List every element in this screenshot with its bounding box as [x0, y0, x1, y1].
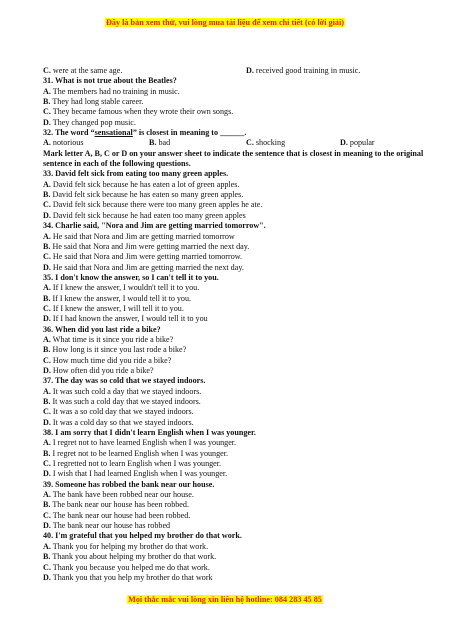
option-line [43, 242, 433, 252]
option-letter: B. [149, 138, 157, 148]
option-letter: D. [43, 521, 51, 531]
option-letter: D. [43, 417, 51, 427]
option-text: If I knew the answer, I will tell it to you. [52, 303, 184, 313]
option-line [43, 283, 433, 293]
option-line [43, 552, 433, 562]
option-text: The bank near our house has been robbed. [52, 500, 189, 510]
option-line [43, 356, 433, 366]
option-letter: D. [43, 262, 51, 272]
option-text: He said that Nora and Jim were getting married tomorrow. [52, 252, 243, 262]
question-list [43, 169, 433, 583]
option-text: They had long stable career. [52, 97, 144, 107]
option-line [43, 345, 433, 355]
option-letter: D. [43, 210, 51, 220]
option-text: Thank you for helping my brother do that work. [52, 541, 209, 551]
option-text: If I had known the answer, I would tell it to you [52, 314, 208, 324]
option-text: I wish that I had learned English when I was younger. [52, 469, 228, 479]
option-line [43, 366, 433, 376]
option-text: Thank you that you help my brother do that work [52, 572, 213, 582]
option-text: The bank near our house had been robbed. [52, 510, 191, 520]
option-text: How long is it since you last rode a bike? [52, 345, 187, 355]
option-line [43, 407, 433, 417]
option-line [43, 573, 433, 583]
option-letter: D. [43, 314, 51, 324]
option-text: He said that Nora and Jim are getting married the next day. [52, 262, 244, 272]
option-text: He said that Nora and Jim are getting married tomorrow [52, 231, 235, 241]
option-letter: A. [43, 541, 51, 551]
question-stem: 36. When did you last ride a bike? [43, 324, 161, 334]
option-line [43, 294, 433, 304]
option-text: If I knew the answer, I would tell it to you. [52, 293, 192, 303]
preview-banner [0, 12, 450, 30]
section-instruction: Mark letter A, B, C or D on your answer sheet to indicate the sentence that is closest in meaning to the original sentence in each of the following questions. [43, 148, 424, 169]
option-letter: C. [43, 562, 51, 572]
q30-options-row [43, 66, 433, 76]
option-text: bad [158, 138, 171, 148]
option-letter: A. [43, 231, 51, 241]
option-letter: B. [43, 397, 51, 406]
option-letter: A. [43, 283, 51, 293]
preview-banner-text: Đây là bản xem thử, vui lòng mua tài liệu để xem chi tiết (có lời giải) [105, 18, 344, 27]
document-body [43, 66, 433, 583]
option-text: received good training in music. [255, 66, 361, 75]
option-text: I regret not to be learned English when I was younger. [52, 448, 229, 458]
option-letter: C. [43, 510, 51, 520]
option-text: The bank have been robbed near our house. [52, 490, 194, 500]
hotline-banner-text: Mọi thắc mắc vui lòng xin liên hệ hotline: 084 283 45 85 [128, 595, 322, 604]
option-letter: A. [43, 138, 51, 148]
question-stem: 35. I don't know the answer, so I can't tell it to you. [43, 272, 219, 282]
option-letter: C. [43, 252, 51, 262]
option-line [43, 118, 433, 128]
option-line [43, 211, 433, 221]
question-stem: 33. David felt sick from eating too many green apples. [43, 169, 229, 179]
option-text: How much time did you ride a bike? [52, 355, 172, 365]
question-stem: 40. I'm grateful that you helped my brother do that work. [43, 531, 242, 541]
question-stem: 37. The day was so cold that we stayed indoors. [43, 376, 206, 386]
option-line [43, 511, 433, 521]
option-letter: B. [43, 97, 51, 107]
option-letter: A. [43, 334, 51, 344]
option-text: popular [349, 138, 375, 148]
option-text: The bank near our house has robbed [52, 521, 171, 531]
option-line [43, 97, 433, 107]
option-letter: B. [43, 448, 51, 458]
option-text: It was a so cold day that we stayed indoors. [52, 407, 194, 417]
option-line [43, 397, 433, 407]
option-text: David felt sick because there were too many green apples he ate. [52, 200, 263, 210]
question-31-stem: 31. What is not true about the Beatles? [43, 76, 177, 86]
question-stem: 38. I am sorry that I didn't learn English when I was younger. [43, 428, 256, 438]
option-line [43, 438, 433, 448]
option-line [43, 232, 433, 242]
option-letter: D. [43, 117, 51, 127]
option-text: David felt sick because he has eaten so many green apples. [52, 190, 244, 200]
option-text: David felt sick because he had eaten too many green apples [52, 210, 246, 220]
underlined-word: sensational [94, 128, 133, 138]
option-letter: D. [246, 66, 254, 75]
option-line [43, 449, 433, 459]
option-line [43, 418, 433, 428]
option-letter: C. [43, 200, 51, 210]
option-text: What time is it since you ride a bike? [52, 334, 174, 344]
option-letter: B. [43, 500, 51, 510]
option-line [43, 490, 433, 500]
option-text: It was a cold day so that we stayed indoors. [52, 417, 194, 427]
option-text: They changed pop music. [52, 117, 136, 127]
option-letter: B. [43, 190, 51, 200]
option-text: He said that Nora and Jim were getting married the next day. [52, 241, 250, 251]
option-letter: C. [43, 107, 51, 117]
option-text: Thank you because you helped me do that work. [52, 562, 210, 572]
option-letter: C. [43, 66, 51, 75]
option-text: The members had no training in music. [52, 86, 180, 96]
hotline-banner [0, 589, 450, 607]
option-letter: B. [43, 552, 51, 562]
option-line [43, 200, 433, 210]
option-line [43, 500, 433, 510]
option-line [43, 107, 433, 117]
option-letter: C. [43, 303, 51, 313]
option-letter: A. [43, 86, 51, 96]
option-letter: A. [43, 386, 51, 396]
question-stem: 39. Someone has robbed the bank near our house. [43, 479, 215, 489]
option-text: shocking [255, 138, 286, 148]
option-text: David felt sick because he has eaten a lot of green apples. [52, 179, 240, 189]
option-line [43, 563, 433, 573]
option-line [43, 304, 433, 314]
option-line [43, 469, 433, 479]
option-text: notorious [52, 138, 84, 148]
option-letter: A. [43, 438, 51, 448]
question-stem: 34. Charlie said, "Nora and Jim are getting married tomorrow". [43, 221, 266, 231]
option-text: Thank you about helping my brother do that work. [52, 552, 217, 562]
option-line [43, 335, 433, 345]
option-line [43, 387, 433, 397]
option-text: were at the same age. [52, 66, 123, 75]
option-letter: B. [43, 241, 51, 251]
option-text: I regretted not to learn English when I was younger. [52, 459, 222, 469]
option-letter: D. [340, 138, 348, 148]
option-letter: B. [43, 345, 51, 355]
option-letter: C. [43, 407, 51, 417]
option-letter: C. [43, 355, 51, 365]
option-letter: D. [43, 365, 51, 375]
q32-options-row [43, 138, 433, 148]
option-letter: B. [43, 293, 51, 303]
option-text: They became famous when they wrote their own songs. [52, 107, 234, 117]
option-letter: A. [43, 490, 51, 500]
option-line [43, 252, 433, 262]
option-line [43, 263, 433, 273]
option-letter: D. [43, 469, 51, 479]
option-text: It was such a cold day that we stayed indoors. [52, 397, 201, 406]
option-text: I regret not to have learned English when I was younger. [52, 438, 237, 448]
option-line [43, 87, 433, 97]
option-line [43, 314, 433, 324]
option-letter: C. [43, 459, 51, 469]
option-line [43, 542, 433, 552]
option-line [43, 190, 433, 200]
option-line [43, 521, 433, 531]
option-line [43, 459, 433, 469]
option-line [43, 180, 433, 190]
option-letter: A. [43, 179, 51, 189]
option-text: It was such cold a day that we stayed indoors. [52, 386, 202, 396]
option-letter: D. [43, 572, 51, 582]
option-letter: C. [246, 138, 254, 148]
question-32-stem: 32. The word “sensational” is closest in meaning to ______. [43, 128, 247, 138]
option-text: If I knew the answer, I wouldn't tell it to you. [52, 283, 200, 293]
option-text: How often did you ride a bike? [52, 365, 154, 375]
